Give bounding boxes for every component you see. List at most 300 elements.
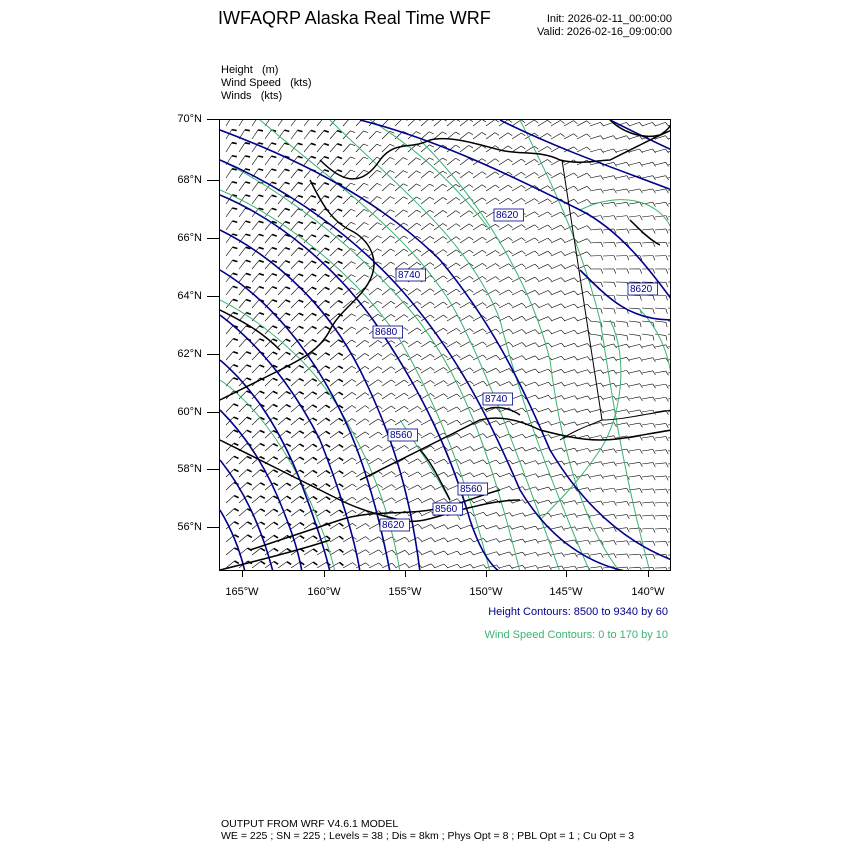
wind-barb (564, 265, 574, 269)
wind-barb-feather (601, 396, 604, 400)
wind-barb-feather (666, 423, 668, 427)
wind-barb (473, 565, 483, 568)
wind-barb-feather (286, 405, 290, 407)
wind-barb-feather (443, 250, 447, 253)
lon-label-165w: 165°W (225, 586, 259, 598)
wind-barb (551, 343, 561, 347)
wind-barb-feather (232, 221, 237, 222)
wind-barb (343, 120, 350, 126)
wind-barb (525, 238, 535, 243)
wind-barb (317, 353, 325, 360)
wind-barb-feather (404, 236, 408, 238)
wind-barb (577, 383, 588, 386)
gulf-coastline (360, 418, 671, 480)
wind-barb-feather (274, 522, 278, 525)
wind-barb (447, 289, 456, 295)
wind-barb-feather (325, 327, 329, 329)
wind-barb-feather (391, 419, 395, 422)
wind-barb (499, 552, 510, 555)
wind-barb (460, 551, 470, 555)
wind-barb-feather (351, 314, 355, 316)
wind-barb (434, 184, 443, 191)
wind-barb (278, 248, 285, 256)
wind-barb (330, 432, 339, 438)
wind-barb (304, 170, 311, 178)
wind-barb-feather (272, 169, 277, 170)
wind-barb-feather (535, 408, 538, 412)
wind-barb-feather (587, 199, 591, 202)
wind-barb-feather (457, 407, 461, 410)
wind-barb-feather (469, 120, 473, 122)
wind-barb (499, 290, 509, 295)
wind-barb (408, 171, 416, 178)
wind-barb (408, 485, 418, 490)
wind-barb (551, 120, 560, 126)
wind-barb-feather (444, 525, 447, 529)
wind-barb (382, 380, 391, 386)
wind-barb (603, 462, 614, 464)
wind-barb-feather (337, 157, 342, 159)
wind-barb-feather (299, 366, 303, 368)
wind-barb-feather (522, 408, 525, 412)
wind-barb-feather (287, 562, 291, 565)
wind-barb-feather (444, 459, 448, 462)
wind-barb-feather (601, 256, 603, 261)
wind-barb-feather (547, 120, 551, 123)
wind-barb (330, 536, 339, 542)
wind-barb (629, 229, 640, 230)
wind-barb-feather (232, 182, 237, 183)
wind-barb-feather (574, 317, 577, 321)
wind-barb-feather (429, 145, 433, 147)
wind-barb (265, 365, 273, 373)
wind-barb-feather (456, 158, 460, 161)
wind-barb-feather (653, 410, 656, 414)
wind-barb-feather (495, 224, 499, 227)
wind-barb (486, 264, 496, 269)
wind-barb (499, 565, 510, 568)
wind-barb-feather (508, 146, 512, 149)
wind-barb-feather (364, 170, 369, 172)
wind-barb (408, 315, 417, 321)
wind-barb-feather (416, 158, 420, 160)
wind-barb-feather (260, 365, 265, 367)
wind-barb (447, 499, 457, 503)
wind-barb-feather (443, 354, 447, 357)
wind-barb (291, 418, 299, 425)
bristol-bay-coast (220, 440, 520, 521)
wind-barb (356, 471, 365, 477)
wind-barb (551, 173, 561, 178)
wind-barb (356, 353, 365, 360)
wind-barb (590, 383, 601, 386)
wind-barb (577, 461, 588, 464)
wind-barb (668, 397, 671, 399)
wind-barb-feather (496, 329, 500, 332)
wind-barb-feather (325, 261, 330, 263)
wind-barb (278, 274, 285, 282)
wind-barb-feather (259, 195, 264, 196)
wind-barb (265, 431, 273, 438)
wind-barb (590, 149, 601, 152)
wind-barb-feather (653, 269, 655, 274)
wind-barb-feather (666, 322, 667, 327)
wind-barb-feather (431, 459, 435, 462)
wind-barb (668, 424, 671, 425)
wind-barb-feather (311, 222, 316, 224)
wind-barb-feather (377, 183, 382, 185)
wind-barb-feather (443, 224, 447, 227)
wind-barb (512, 120, 521, 126)
wind-barb (577, 475, 588, 477)
wind-barb (369, 223, 377, 230)
wind-barb-feather (665, 122, 668, 126)
wind-barb (317, 120, 324, 126)
wind-barb-feather (444, 407, 448, 410)
wind-barb-feather (640, 344, 643, 348)
wind-barb (317, 274, 325, 282)
wind-barb-feather (521, 159, 525, 162)
wind-barb-feather (298, 130, 303, 131)
wind-barb (304, 261, 312, 269)
wind-barb (434, 420, 444, 425)
wind-barb (421, 498, 431, 503)
wind-barb-feather (392, 472, 396, 475)
wind-barb (239, 120, 245, 126)
wind-barb (551, 382, 561, 386)
wind-barb-feather (245, 169, 250, 170)
wind-barb-feather (601, 422, 604, 426)
wind-barb-feather (300, 444, 304, 446)
wind-barb-feather (233, 273, 238, 274)
wind-barb (551, 212, 561, 217)
wind-barb (356, 537, 366, 542)
wind-barb (304, 235, 311, 243)
wind-barb-feather (418, 537, 422, 540)
wind-barb (551, 134, 561, 139)
wind-barb-feather (614, 501, 617, 505)
wind-barb (226, 326, 233, 334)
wind-barb (590, 308, 601, 309)
wind-barb-feather (666, 528, 668, 533)
wind-barb (564, 422, 575, 425)
wind-barb-feather (666, 463, 668, 467)
wind-barb (486, 159, 495, 165)
wind-barb-feather (548, 317, 551, 321)
wind-barb-feather (378, 445, 382, 448)
wind-barb (447, 328, 456, 334)
wind-barb (343, 275, 351, 282)
wind-barb (356, 563, 366, 568)
wind-barb (577, 226, 587, 230)
wind-barb-feather (470, 512, 473, 516)
wind-barb-feather (456, 198, 460, 201)
wind-barb (408, 289, 417, 295)
wind-barb (590, 475, 601, 477)
prince-william-sound (485, 408, 520, 415)
model-footer (221, 818, 634, 842)
wind-barb-feather (574, 265, 577, 269)
wind-barb-feather (378, 340, 382, 343)
wind-barb (668, 122, 671, 126)
wind-barb-feather (482, 211, 486, 214)
wind-barb (317, 287, 325, 295)
wind-barb-feather (536, 552, 539, 556)
wind-barb-feather (286, 313, 291, 315)
wind-barb-feather (653, 309, 654, 314)
wind-barb-feather (601, 296, 603, 301)
wind-barb-feather (444, 368, 448, 371)
wind-barb-feather (431, 538, 435, 542)
wind-barb (421, 184, 430, 191)
wind-barb-feather (286, 392, 290, 394)
lat-label-62: 62°N (177, 348, 202, 360)
wind-barb (421, 236, 430, 243)
wind-barb (538, 251, 548, 256)
wind-barb-feather (364, 157, 369, 159)
wind-barb-feather (234, 404, 239, 406)
wind-barb (382, 445, 391, 451)
wind-barb (655, 450, 666, 451)
wind-barb (499, 238, 509, 243)
wind-barb-feather (233, 286, 238, 287)
wind-speed-contour-note: Wind Speed Contours: 0 to 170 by 10 (484, 629, 668, 641)
wind-barb (317, 131, 324, 139)
wind-barb (343, 536, 352, 542)
wind-barb-feather (378, 406, 382, 409)
wind-barb-feather (535, 395, 538, 399)
wind-barb-feather (640, 357, 643, 361)
wind-barb-feather (417, 223, 421, 226)
wind-barb (317, 497, 326, 503)
wind-barb-feather (261, 522, 265, 524)
wind-barb-feather (299, 418, 303, 420)
wind-barb (616, 397, 627, 399)
wind-barb (304, 431, 313, 438)
wind-barb (252, 430, 260, 438)
wind-barb (447, 525, 457, 529)
wind-barb-feather (508, 159, 512, 162)
wind-barb-feather (601, 269, 603, 274)
wind-barb (408, 564, 418, 568)
wind-barb-feather (614, 514, 616, 518)
wind-barb-feather (378, 354, 382, 357)
lon-tick (566, 571, 567, 577)
wind-barb (252, 417, 260, 425)
wind-barb (603, 176, 614, 178)
wind-barb (434, 263, 443, 269)
wind-barb-feather (443, 289, 447, 292)
wind-barb (603, 216, 614, 217)
wind-barb (564, 252, 574, 256)
wind-barb-feather (601, 336, 602, 341)
wind-barb (655, 502, 666, 503)
wind-barb (538, 408, 548, 412)
wind-barb (538, 225, 548, 230)
wind-barb (356, 406, 365, 412)
wind-barb-feather (522, 277, 526, 280)
wind-barb-feather (548, 160, 552, 163)
wind-barb-feather (666, 541, 668, 546)
wind-barb (603, 308, 614, 309)
wind-barb-feather (482, 159, 486, 162)
wind-barb-feather (601, 309, 602, 314)
wind-barb-feather (391, 380, 395, 383)
wind-barb-feather (614, 256, 616, 261)
wind-barb-feather (313, 562, 317, 565)
wind-barb-feather (326, 510, 330, 513)
wind-barb-feather (311, 209, 316, 211)
wind-barb (239, 456, 247, 464)
wind-barb (421, 525, 431, 529)
wind-barb (564, 566, 575, 568)
footer-model: OUTPUT FROM WRF V4.6.1 MODEL (221, 818, 399, 830)
wind-barb-feather (285, 209, 290, 211)
wind-barb-feather (300, 496, 304, 499)
wind-barb-feather (601, 370, 604, 374)
wind-barb-feather (364, 249, 368, 251)
wind-barb-feather (405, 472, 409, 475)
wind-barb (408, 184, 416, 191)
wind-barb (642, 384, 653, 386)
wind-barb-feather (627, 202, 630, 206)
wind-barb-feather (653, 149, 656, 153)
wind-barb (421, 341, 430, 347)
wind-barb-feather (601, 216, 603, 220)
wind-barb (382, 262, 391, 269)
wind-barb-feather (444, 499, 448, 503)
wind-barb (668, 136, 671, 139)
wind-barb-feather (666, 489, 668, 493)
wind-barb-feather (363, 131, 368, 133)
wind-barb-feather (640, 462, 642, 466)
wind-barb (356, 419, 365, 425)
wind-barb (512, 329, 522, 334)
wind-barb (655, 528, 666, 529)
wind-barb (356, 524, 366, 529)
wind-barb (655, 162, 666, 165)
wind-barb-feather (417, 341, 421, 344)
wind-barb (304, 549, 313, 555)
wind-barb (499, 185, 508, 191)
wind-barb (408, 120, 416, 126)
wind-barb-feather (232, 208, 237, 209)
wind-barb (421, 420, 431, 425)
wind-barb-feather (233, 365, 238, 367)
wind-barb (473, 146, 482, 152)
wind-barb-feather (640, 336, 641, 341)
wind-barb (408, 420, 418, 425)
wind-barb-feather (272, 235, 277, 237)
wind-barb (421, 538, 431, 542)
wind-barb-feather (403, 158, 407, 160)
wind-barb-feather (299, 313, 304, 315)
wind-barb (616, 321, 627, 322)
wind-barb-feather (510, 552, 513, 556)
wind-speed-contour (220, 160, 520, 571)
wind-barb-feather (614, 202, 617, 206)
wind-barb-feather (404, 315, 408, 318)
wind-barb (642, 358, 653, 360)
wind-barb-feather (365, 353, 369, 356)
wind-barb (291, 379, 299, 386)
wind-barb-feather (509, 447, 512, 451)
wind-barb-feather (535, 369, 538, 373)
wind-barb-feather (299, 431, 303, 433)
wind-barb (564, 527, 575, 529)
wind-barb (629, 334, 640, 336)
wind-barb (642, 345, 653, 347)
wind-barb-feather (274, 562, 278, 565)
wind-barb (486, 447, 496, 451)
wind-barb (512, 159, 521, 165)
wind-barb-feather (390, 249, 394, 251)
wind-barb-feather (535, 225, 539, 228)
wind-barb-feather (510, 565, 513, 569)
wind-barb-feather (233, 313, 238, 315)
wind-barb-feather (574, 186, 578, 189)
wind-barb-feather (429, 171, 433, 173)
wind-barb (603, 501, 614, 503)
wind-barb-feather (352, 340, 356, 342)
wind-barb (642, 321, 653, 322)
wind-barb-feather (653, 242, 655, 247)
wind-barb (408, 446, 418, 451)
wind-barb (629, 384, 640, 386)
wind-barb (603, 527, 614, 529)
wind-barb (265, 522, 274, 529)
wind-barb-feather (271, 156, 276, 157)
wind-barb-feather (587, 304, 590, 308)
wind-barb-feather (640, 296, 642, 301)
wind-barb-feather (483, 355, 487, 358)
wind-barb (434, 237, 443, 243)
wind-barb-feather (508, 224, 512, 227)
wind-barb-feather (431, 564, 434, 568)
wind-barb-feather (443, 276, 447, 279)
wind-barb-feather (522, 238, 526, 241)
wind-barb-feather (324, 183, 329, 185)
wind-barb-feather (338, 353, 342, 355)
wind-barb (460, 172, 469, 178)
wind-barb-feather (417, 354, 421, 357)
wind-barb (642, 476, 653, 477)
wind-barb-feather (246, 352, 251, 354)
wind-barb (486, 368, 496, 373)
wind-barb-feather (392, 563, 396, 566)
wind-barb-feather (562, 500, 565, 504)
wind-barb (473, 224, 482, 230)
wind-barb-feather (575, 448, 578, 452)
wind-barb-feather (338, 196, 343, 198)
wind-barb (265, 235, 272, 243)
wind-barb (538, 330, 548, 334)
wind-barb (629, 242, 640, 243)
wind-barb-feather (509, 316, 513, 319)
wind-barb-feather (523, 539, 526, 543)
wind-barb-feather (522, 251, 526, 254)
wind-barb-feather (574, 121, 578, 124)
wind-barb-feather (431, 485, 435, 488)
wind-barb-feather (377, 196, 382, 198)
wind-barb-feather (261, 548, 265, 551)
wind-barb (499, 382, 509, 386)
wind-barb (395, 406, 404, 412)
wind-barb-feather (627, 383, 630, 387)
wind-barb (668, 437, 671, 438)
wind-barb (473, 499, 483, 503)
contour-label: 8620 (630, 284, 653, 295)
